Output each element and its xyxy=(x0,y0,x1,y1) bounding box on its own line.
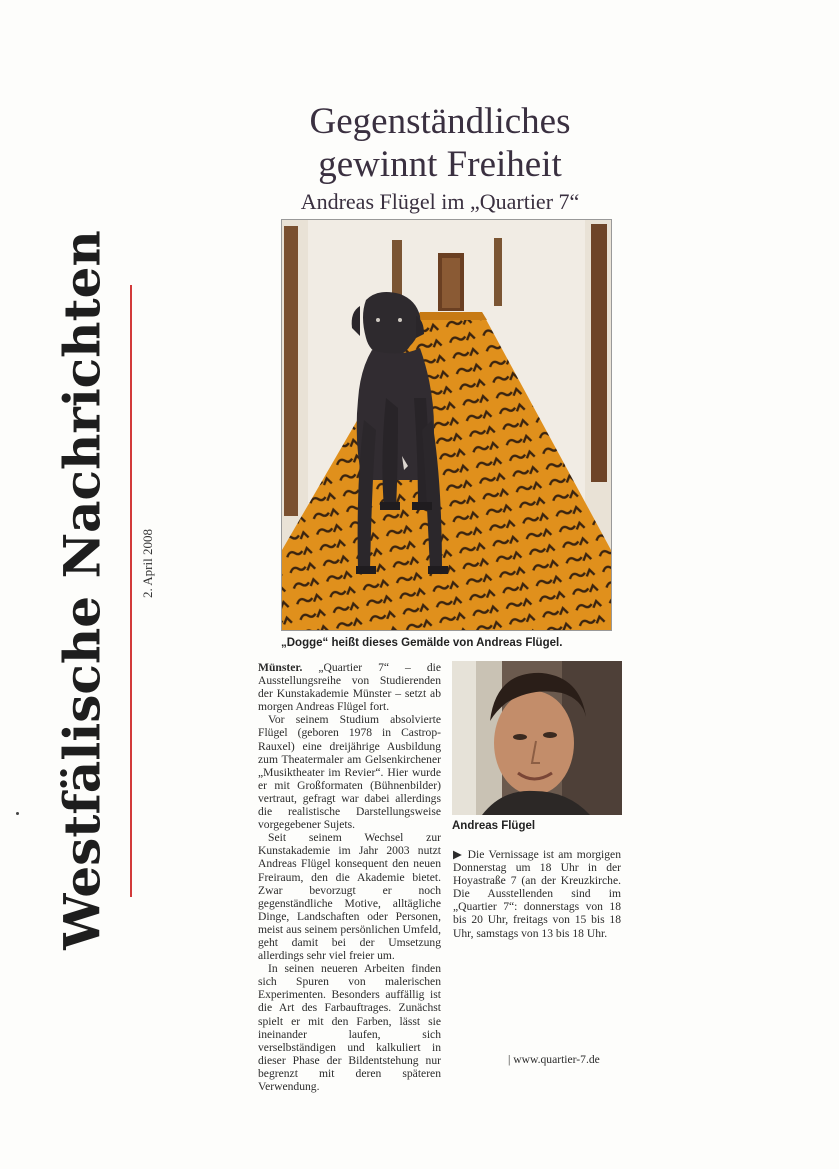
image-caption: „Dogge“ heißt dieses Gemälde von Andreas Flügel. xyxy=(281,637,563,649)
website-link[interactable]: | www.quartier-7.de xyxy=(508,1053,600,1066)
paragraph-4: In seinen neueren Arbeiten finden sich Spuren von malerischen Experimenten. Besonders auffällig ist die Art des Farbauftrages. Zunächst spielt er mit den Farben, lässt sie ineinander laufen, sich verselbständigen und kalkuliert in dieser Phase der Bildentstehung nur begrenzt mit deren späteren Verwendung. xyxy=(258,962,441,1093)
masthead xyxy=(52,230,112,950)
masthead-title: Westfälische Nachrichten xyxy=(52,230,112,950)
paragraph-3: Seit seinem Wechsel zur Kunstakademie im Jahr 2003 nutzt Andreas Flügel konsequent den neuen Freiraum, den die Akademie bietet. Zwar bevorzugt er noch gegenständliche Motive, alltägliche Dinge, Landschaften oder Personen, meist aus seinem persönlichen Umfeld, geht damit bei der Umsetzung allerdings sehr viel freier um. xyxy=(258,831,441,963)
paragraph-1-text: „Quartier 7“ – die Ausstellungsreihe von Studierenden der Kunstakademie Münster – setzt ab morgen Andreas Flügel fort. xyxy=(258,661,441,714)
headline-line-2: gewinnt Freiheit xyxy=(318,144,562,185)
publication-date: 2. April 2008 xyxy=(140,529,155,598)
portrait-photo xyxy=(452,661,622,815)
scan-speck xyxy=(16,812,19,815)
paragraph-1 xyxy=(258,661,441,713)
paragraph-5: ▶ Die Vernissage ist am morgigen Donnerstag um 18 Uhr in der Hoyastraße 7 (an der Kreuzkirche. Die Ausstellenden sind im „Quartier 7“: donnerstags von 18 bis 20 Uhr, freitags von 15 bis 18 Uhr, samstags von 13 bis 18 Uhr. xyxy=(453,848,621,940)
headline-line-1: Gegenständliches xyxy=(309,101,571,142)
subheadline: Andreas Flügel im „Quartier 7“ xyxy=(300,189,580,214)
article-column-1 xyxy=(258,661,441,1093)
masthead-rule xyxy=(130,285,132,897)
paragraph-2: Vor seinem Studium absolvierte Flügel (geboren 1978 in Castrop-Rauxel) eine dreijährige Ausbildung zum Theatermaler am Gelsenkirchener „Musiktheater im Revier“. Hier wurde er mit Großformaten (Bühnenbilder) vertraut, gefragt war dabei allerdings die realistische Darstellungsweise vorgegebener Sujets. xyxy=(258,713,441,832)
portrait-caption: Andreas Flügel xyxy=(452,820,536,832)
painting-dogge-image xyxy=(281,219,612,631)
article-column-2 xyxy=(453,848,621,940)
headline xyxy=(270,100,610,186)
dateline: Münster. xyxy=(258,661,303,674)
